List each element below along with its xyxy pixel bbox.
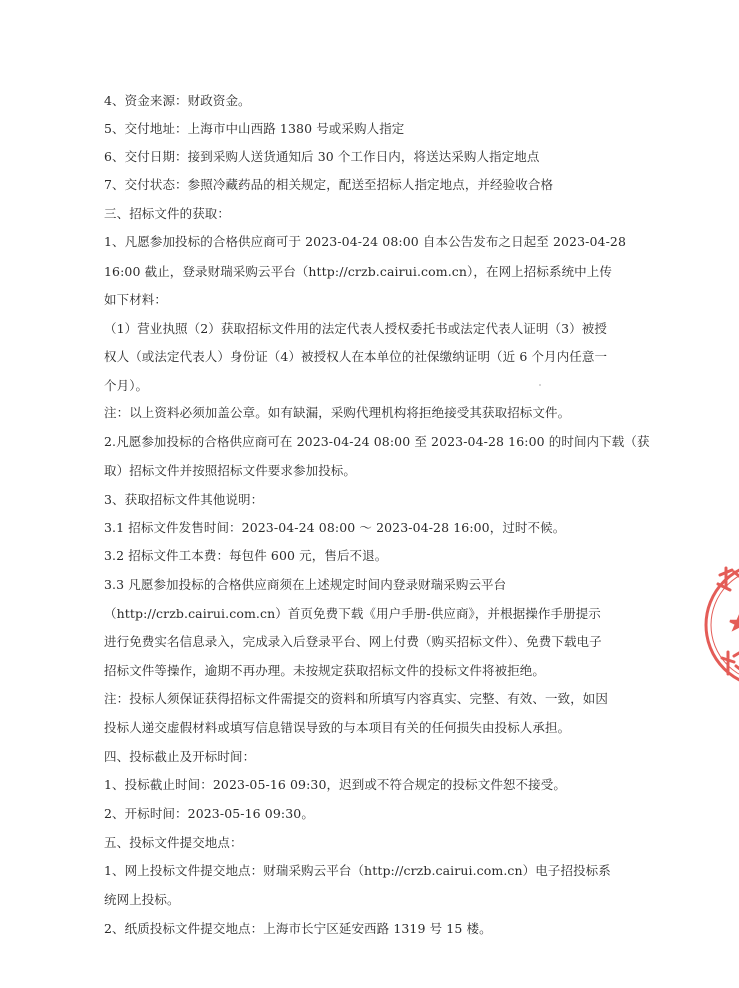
section-heading: 五、投标文件提交地点： — [104, 835, 243, 850]
text-line: 如下材料： — [104, 292, 168, 307]
text-line: （http://crzb.cairui.com.cn）首页免费下载《用户手册-供应商》，并根据操作手册提示 — [104, 606, 601, 621]
text-line: （1）营业执照（2）获取招标文件用的法定代表人授权委托书或法定代表人证明（3）被授 — [104, 321, 607, 336]
text-line: 16:00 截止，登录财瑞采购云平台（http://crzb.cairui.com.cn），在网上招标系统中上传 — [104, 264, 612, 279]
text-line: 进行免费实名信息录入，完成录入后登录平台、网上付费（购买招标文件）、免费下载电子 — [104, 634, 602, 649]
text-line: 4、资金来源：财政资金。 — [104, 93, 251, 108]
text-line: 权人（或法定代表人）身份证（4）被授权人在本单位的社保缴纳证明（近 6 个月内任意一 — [104, 349, 608, 364]
text-line: 7、交付状态：参照冷藏药品的相关规定，配送至招标人指定地点，并经验收合格 — [104, 177, 554, 192]
text-line: 1、投标截止时间：2023-05-16 09:30，迟到或不符合规定的投标文件恕不接受。 — [104, 777, 566, 792]
text-line: 投标人递交虚假材料或填写信息错误导致的与本项目有关的任何损失由投标人承担。 — [104, 720, 571, 735]
text-line: 取）招标文件并按照招标文件要求参加投标。 — [104, 463, 357, 478]
text-line: 3.2 招标文件工本费：每包件 600 元，售后不退。 — [104, 548, 388, 563]
text-line: 6、交付日期：接到采购人送货通知后 30 个工作日内，将送达采购人指定地点 — [104, 149, 540, 164]
note-line: 注：投标人须保证获得招标文件需提交的资料和所填写内容真实、完整、有效、一致，如因 — [104, 691, 609, 706]
text-line: 1、网上投标文件提交地点：财瑞采购云平台（http://crzb.cairui.com.cn）电子招投标系 — [104, 863, 611, 878]
text-line: 2、纸质投标文件提交地点：上海市长宁区延安西路 1319 号 15 楼。 — [104, 921, 492, 936]
scan-speck — [539, 384, 541, 386]
text-line: 3.1 招标文件发售时间：2023-04-24 08:00 ～ 2023-04-28 16:00，过时不候。 — [104, 520, 566, 535]
section-heading: 三、招标文件的获取： — [104, 206, 231, 221]
text-line: 2、开标时间：2023-05-16 09:30。 — [104, 806, 314, 821]
section-heading: 四、投标截止及开标时间： — [104, 749, 256, 764]
text-line: 2.凡愿参加投标的合格供应商可在 2023-04-24 08:00 至 2023-04-28 16:00 的时间内下载（获 — [104, 434, 650, 449]
text-line: 5、交付地址：上海市中山西路 1380 号或采购人指定 — [104, 121, 405, 136]
text-line: 3.3 凡愿参加投标的合格供应商须在上述规定时间内登录财瑞采购云平台 — [104, 577, 507, 592]
text-line: 个月）。 — [104, 378, 149, 393]
text-line: 统网上投标。 — [104, 892, 180, 907]
official-seal-icon — [700, 550, 739, 700]
note-line: 注：以上资料必须加盖公章。如有缺漏，采购代理机构将拒绝接受其获取招标文件。 — [104, 405, 571, 420]
text-line: 招标文件等操作，逾期不再办理。未按规定获取招标文件的投标文件将被拒绝。 — [104, 663, 546, 678]
text-line: 3、获取招标文件其他说明： — [104, 492, 264, 507]
text-line: 1、凡愿参加投标的合格供应商可于 2023-04-24 08:00 自本公告发布之日起至 2023-04-28 — [104, 234, 627, 249]
